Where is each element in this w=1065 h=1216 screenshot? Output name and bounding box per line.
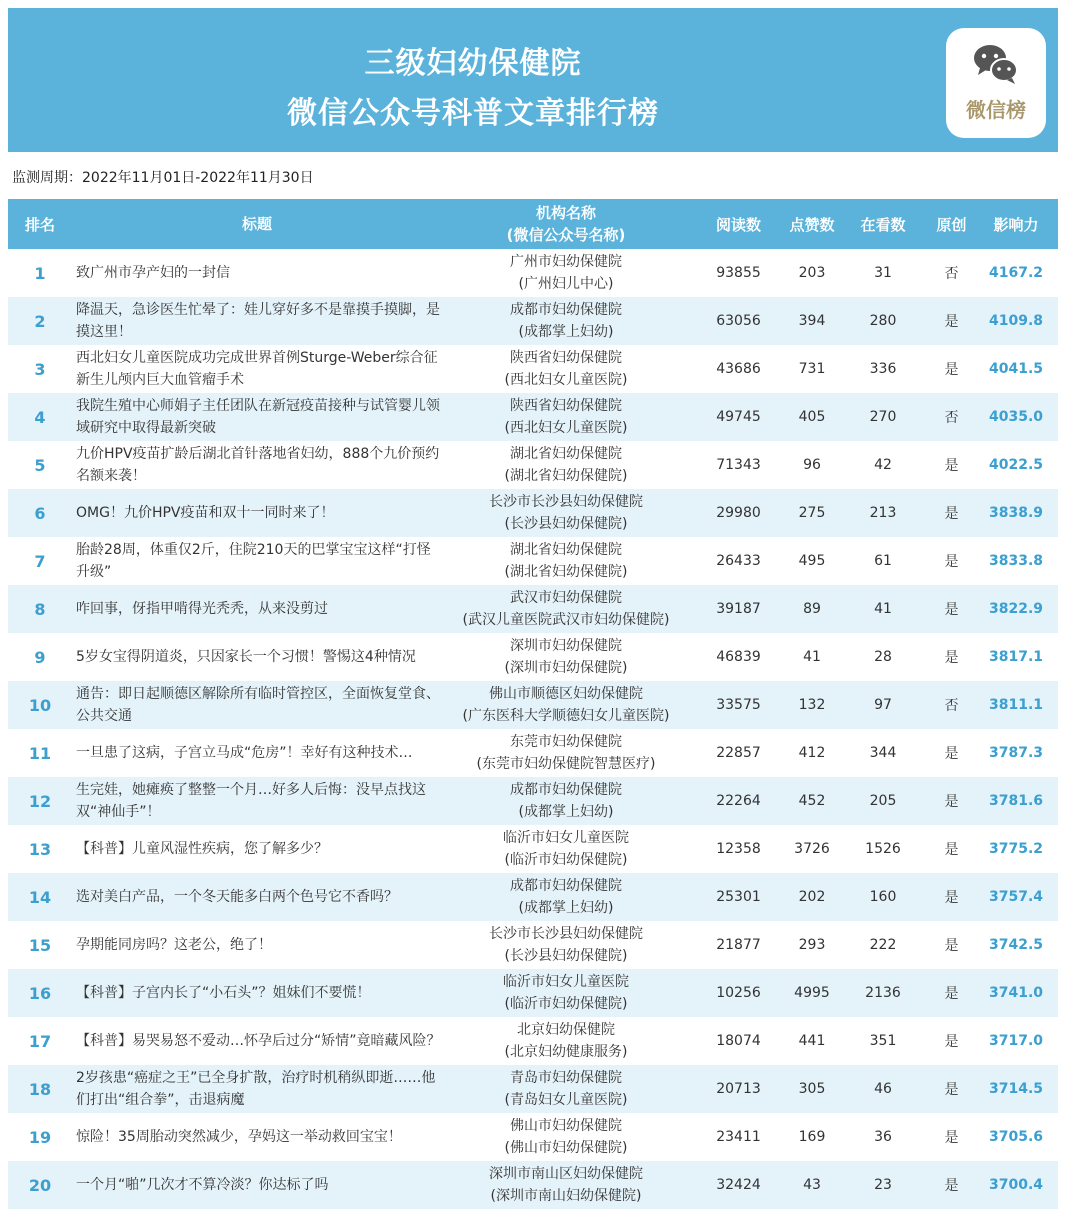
title-cell[interactable]: 【科普】子宫内长了“小石头”？姐妹们不要慌！ [76,985,371,1001]
reads-cell: 93855 [716,265,761,281]
original-cell: 是 [944,1082,959,1098]
reads-cell: 71343 [716,457,761,473]
reads-cell: 18074 [716,1033,761,1049]
account-name: (长沙县妇幼保健院) [504,516,628,532]
original-cell: 是 [944,458,959,474]
influence-cell: 3742.5 [988,937,1044,953]
org-cell [442,491,690,535]
col-org-line2: (微信公众号名称) [506,226,626,244]
account-name: (成都掌上妇幼) [518,900,614,916]
original-cell: 否 [944,698,959,714]
rank-cell: 11 [28,743,52,763]
reads-cell: 46839 [716,649,761,665]
account-name: (武汉儿童医院武汉市妇幼保健院) [462,612,670,628]
table-row [8,441,1058,489]
likes-cell: 4995 [794,985,830,1001]
influence-cell: 3775.2 [988,841,1044,857]
original-cell: 是 [944,362,959,378]
likes-cell: 3726 [794,841,830,857]
col-influence: 影响力 [993,215,1039,234]
org-cell [442,635,690,679]
org-name: 长沙市长沙县妇幼保健院 [489,494,643,510]
table-header [8,199,1058,249]
account-name: (广州妇儿中心) [518,276,614,292]
reads-cell: 21877 [716,937,761,953]
org-cell [442,683,690,727]
original-cell: 是 [944,554,959,570]
watching-cell: 1526 [865,841,901,857]
original-cell: 否 [944,266,959,282]
influence-cell: 3700.4 [988,1177,1044,1193]
reads-cell: 33575 [716,697,761,713]
watching-cell: 160 [869,889,897,905]
account-name: (西北妇女儿童医院) [504,420,628,436]
watching-cell: 41 [874,601,892,617]
reads-cell: 43686 [716,361,761,377]
watching-cell: 344 [869,745,897,761]
table-row [8,825,1058,873]
original-cell: 是 [944,842,959,858]
col-watching: 在看数 [860,215,906,234]
account-name: (佛山市妇幼保健院) [504,1140,628,1156]
watching-cell: 222 [869,937,897,953]
account-name: (临沂市妇幼保健院) [504,852,628,868]
rank-cell: 1 [34,263,46,283]
title-cell[interactable]: 选对美白产品，一个冬天能多白两个色号它不香吗？ [76,889,398,905]
reads-cell: 10256 [716,985,761,1001]
title-cell[interactable]: OMG！九价HPV疫苗和双十一同时来了！ [76,505,335,521]
influence-cell: 3838.9 [988,505,1044,521]
influence-cell: 3781.6 [988,793,1044,809]
influence-cell: 4035.0 [988,409,1044,425]
org-name: 佛山市顺德区妇幼保健院 [489,686,643,702]
account-name: (湖北省妇幼保健院) [504,564,628,580]
influence-cell: 3811.1 [988,697,1044,713]
rank-cell: 12 [28,791,52,811]
rank-cell: 20 [28,1175,52,1195]
original-cell: 否 [944,410,959,426]
org-name: 佛山市妇幼保健院 [510,1118,622,1134]
account-name: (青岛妇女儿童医院) [504,1092,628,1108]
rank-cell: 3 [34,359,46,379]
title-cell[interactable]: 【科普】儿童风湿性疾病，您了解多少？ [76,841,328,857]
col-org [442,202,690,246]
rank-cell: 14 [28,887,52,907]
watching-cell: 61 [874,553,892,569]
org-name: 临沂市妇女儿童医院 [503,974,629,990]
org-name: 广州市妇幼保健院 [510,254,622,270]
watching-cell: 270 [869,409,897,425]
reads-cell: 22857 [716,745,761,761]
title-cell[interactable]: 孕期能同房吗？这老公，绝了！ [76,937,272,953]
likes-cell: 202 [798,889,826,905]
table-body [8,249,1058,1209]
monitoring-period: 监测周期：2022年11月01日-2022年11月30日 [12,170,314,186]
table-row [8,681,1058,729]
table-row [8,345,1058,393]
watching-cell: 2136 [865,985,901,1001]
org-name: 成都市妇幼保健院 [510,302,622,318]
org-name: 深圳市妇幼保健院 [510,638,622,654]
org-cell [442,1067,690,1111]
rank-cell: 19 [28,1127,52,1147]
watching-cell: 31 [874,265,892,281]
watching-cell: 97 [874,697,892,713]
col-org-line1: 机构名称 [535,204,596,222]
account-name: (东莞市妇幼保健院智慧医疗) [476,756,656,772]
influence-cell: 3714.5 [988,1081,1044,1097]
original-cell: 是 [944,506,959,522]
reads-cell: 20713 [716,1081,761,1097]
header-banner [8,8,1058,152]
table-row [8,1161,1058,1209]
org-cell [442,779,690,823]
influence-cell: 3833.8 [988,553,1044,569]
table-row [8,393,1058,441]
account-name: (西北妇女儿童医院) [504,372,628,388]
title-cell[interactable]: 惊险！35周胎动突然减少，孕妈这一举动救回宝宝！ [76,1129,402,1145]
title-cell[interactable]: 咋回事，伢指甲啃得光秃秃，从来没剪过 [76,601,328,617]
table-row [8,297,1058,345]
org-cell [442,587,690,631]
watching-cell: 42 [874,457,892,473]
rank-cell: 5 [34,455,46,475]
wechat-icon [972,42,1020,86]
table-row [8,1065,1058,1113]
org-cell [442,251,690,295]
account-name: (成都掌上妇幼) [518,324,614,340]
watching-cell: 28 [874,649,892,665]
influence-cell: 3787.3 [988,745,1044,761]
likes-cell: 96 [803,457,821,473]
account-name: (北京妇幼健康服务) [504,1044,628,1060]
rank-cell: 18 [28,1079,52,1099]
table-row [8,489,1058,537]
org-cell [442,731,690,775]
table-row [8,969,1058,1017]
col-reads: 阅读数 [715,215,761,234]
title-cell[interactable]: 5岁女宝得阴道炎，只因家长一个习惯！警惕这4种情况 [76,649,416,665]
title-cell[interactable]: 胎龄28周，体重仅2斤，住院210天的巴掌宝宝这样“打怪升级” [76,542,431,580]
org-name: 深圳市南山区妇幼保健院 [489,1166,643,1182]
account-name: (广东医科大学顺德妇女儿童医院) [462,708,670,724]
likes-cell: 41 [803,649,821,665]
page-title-line1: 三级妇幼保健院 [364,46,582,81]
influence-cell: 3705.6 [988,1129,1044,1145]
org-name: 湖北省妇幼保健院 [510,446,622,462]
influence-cell: 3757.4 [988,889,1044,905]
likes-cell: 452 [798,793,826,809]
title-cell[interactable]: 致广州市孕产妇的一封信 [76,265,230,281]
table-row [8,873,1058,921]
table-row [8,1017,1058,1065]
likes-cell: 43 [803,1177,821,1193]
org-name: 成都市妇幼保健院 [510,782,622,798]
reads-cell: 25301 [716,889,761,905]
account-name: (临沂市妇幼保健院) [504,996,628,1012]
table-row [8,633,1058,681]
reads-cell: 49745 [716,409,761,425]
original-cell: 是 [944,938,959,954]
rank-cell: 2 [34,311,46,331]
col-title: 标题 [241,215,272,233]
likes-cell: 169 [798,1129,826,1145]
org-name: 北京妇幼保健院 [517,1022,615,1038]
table-row [8,729,1058,777]
watching-cell: 213 [869,505,897,521]
org-cell [442,347,690,391]
org-cell [442,539,690,583]
influence-cell: 3822.9 [988,601,1044,617]
reads-cell: 23411 [716,1129,761,1145]
org-name: 陕西省妇幼保健院 [510,398,622,414]
col-rank: 排名 [24,215,55,234]
org-cell [442,827,690,871]
reads-cell: 39187 [716,601,761,617]
likes-cell: 203 [798,265,826,281]
table-row [8,1113,1058,1161]
original-cell: 是 [944,746,959,762]
org-cell [442,1115,690,1159]
influence-cell: 3741.0 [988,985,1044,1001]
original-cell: 是 [944,890,959,906]
org-cell [442,875,690,919]
org-cell [442,1163,690,1207]
wechat-rank-logo [946,28,1046,138]
likes-cell: 731 [798,361,826,377]
org-name: 陕西省妇幼保健院 [510,350,622,366]
table-row [8,585,1058,633]
original-cell: 是 [944,602,959,618]
likes-cell: 495 [798,553,826,569]
original-cell: 是 [944,314,959,330]
watching-cell: 36 [874,1129,892,1145]
org-name: 东莞市妇幼保健院 [510,734,622,750]
org-name: 青岛市妇幼保健院 [510,1070,622,1086]
rank-cell: 13 [28,839,52,859]
rank-cell: 16 [28,983,52,1003]
likes-cell: 394 [798,313,826,329]
ranking-table [8,199,1058,1209]
influence-cell: 4041.5 [988,361,1044,377]
rank-cell: 10 [28,695,52,715]
org-cell [442,971,690,1015]
reads-cell: 26433 [716,553,761,569]
title-cell[interactable]: 九价HPV疫苗扩龄后湖北首针落地省妇幼，888个九价预约名额来袭！ [76,446,440,484]
org-cell [442,395,690,439]
rank-cell: 6 [34,503,46,523]
table-row [8,921,1058,969]
influence-cell: 4167.2 [988,265,1044,281]
original-cell: 是 [944,794,959,810]
account-name: (深圳市南山妇幼保健院) [490,1188,642,1204]
rank-cell: 17 [28,1031,52,1051]
title-cell[interactable]: 通告：即日起顺德区解除所有临时管控区，全面恢复堂食、公共交通 [76,686,440,724]
col-likes: 点赞数 [789,215,835,234]
reads-cell: 22264 [716,793,761,809]
rank-cell: 15 [28,935,52,955]
likes-cell: 305 [798,1081,826,1097]
likes-cell: 441 [798,1033,826,1049]
org-cell [442,299,690,343]
reads-cell: 63056 [716,313,761,329]
original-cell: 是 [944,986,959,1002]
org-cell [442,443,690,487]
title-cell[interactable]: 我院生殖中心师娟子主任团队在新冠疫苗接种与试管婴儿领域研究中取得最新突破 [76,398,440,436]
likes-cell: 405 [798,409,826,425]
influence-cell: 3817.1 [988,649,1044,665]
rank-cell: 7 [34,551,46,571]
title-cell[interactable]: 一旦患了这病，子宫立马成“危房”！幸好有这种技术… [76,745,413,761]
original-cell: 是 [944,650,959,666]
original-cell: 是 [944,1130,959,1146]
org-name: 长沙市长沙县妇幼保健院 [489,926,643,942]
influence-cell: 4022.5 [988,457,1044,473]
watching-cell: 336 [869,361,897,377]
watching-cell: 280 [869,313,897,329]
original-cell: 是 [944,1034,959,1050]
watching-cell: 23 [874,1177,892,1193]
likes-cell: 275 [798,505,826,521]
title-cell[interactable]: 生完娃，她瘫痪了整整一个月…好多人后悔：没早点找这双“神仙手”！ [76,782,426,820]
rank-cell: 8 [34,599,46,619]
likes-cell: 132 [798,697,826,713]
rank-cell: 4 [34,407,46,427]
account-name: (湖北省妇幼保健院) [504,468,628,484]
influence-cell: 3717.0 [988,1033,1044,1049]
rank-cell: 9 [34,647,46,667]
title-cell[interactable]: 2岁孩患“癌症之王”已全身扩散，治疗时机稍纵即逝……他们打出“组合拳”，击退病魔 [76,1070,436,1108]
title-cell[interactable]: 西北妇女儿童医院成功完成世界首例Sturge-Weber综合征新生儿颅内巨大血管瘤手术 [76,350,438,388]
original-cell: 是 [944,1178,959,1194]
watching-cell: 351 [869,1033,897,1049]
likes-cell: 293 [798,937,826,953]
org-name: 湖北省妇幼保健院 [510,542,622,558]
title-cell[interactable]: 一个月“啪”几次才不算冷淡？你达标了吗 [76,1177,329,1193]
account-name: (长沙县妇幼保健院) [504,948,628,964]
org-name: 临沂市妇女儿童医院 [503,830,629,846]
org-name: 成都市妇幼保健院 [510,878,622,894]
reads-cell: 29980 [716,505,761,521]
org-name: 武汉市妇幼保健院 [510,590,622,606]
influence-cell: 4109.8 [988,313,1044,329]
col-original: 原创 [936,215,967,234]
title-cell[interactable]: 【科普】易哭易怒不爱动…怀孕后过分“矫情”竟暗藏风险？ [76,1033,441,1049]
table-row [8,537,1058,585]
watching-cell: 46 [874,1081,892,1097]
reads-cell: 12358 [716,841,761,857]
watching-cell: 205 [869,793,897,809]
org-cell [442,923,690,967]
likes-cell: 89 [803,601,821,617]
title-cell[interactable]: 降温天，急诊医生忙晕了：娃儿穿好多不是靠摸手摸脚，是摸这里！ [76,302,440,340]
logo-label: 微信榜 [966,98,1026,122]
table-row [8,249,1058,297]
likes-cell: 412 [798,745,826,761]
page-title-line2: 微信公众号科普文章排行榜 [287,96,659,131]
account-name: (成都掌上妇幼) [518,804,614,820]
reads-cell: 32424 [716,1177,761,1193]
org-cell [442,1019,690,1063]
table-row [8,777,1058,825]
account-name: (深圳市妇幼保健院) [504,660,628,676]
